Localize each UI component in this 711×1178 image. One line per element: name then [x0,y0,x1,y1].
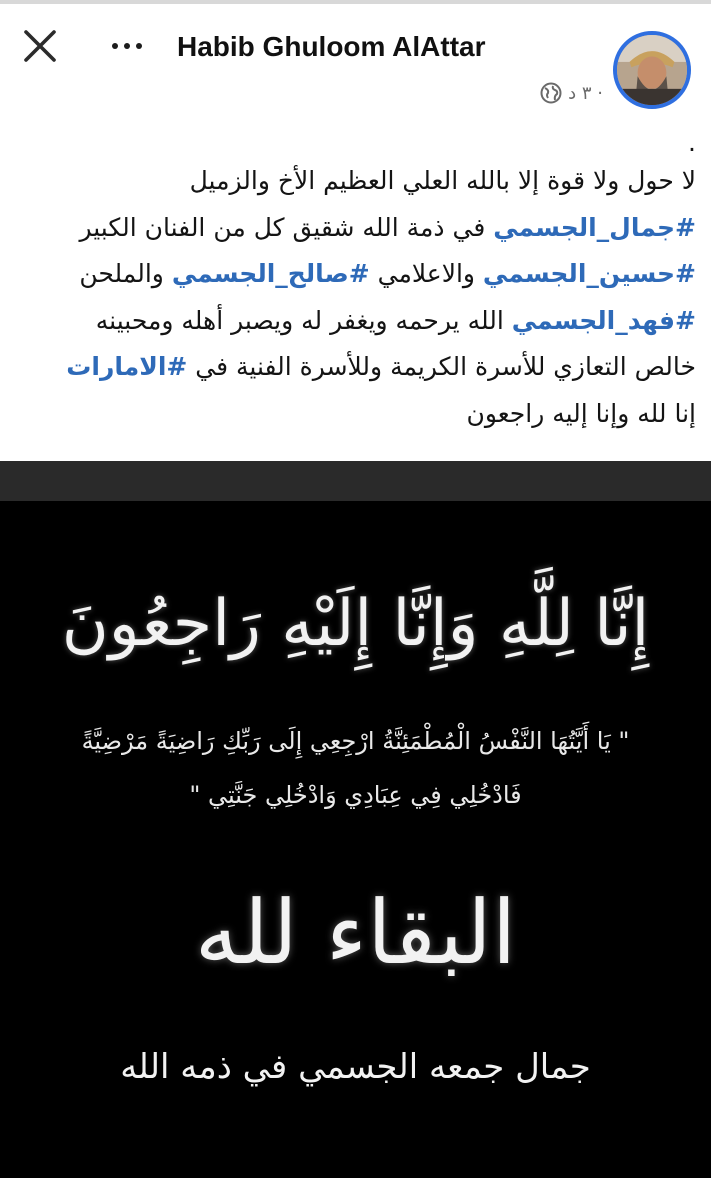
post-text-line [20,298,696,345]
globe-icon [540,82,562,104]
image-main-text: إِنَّا لِلَّهِ وَإِنَّا إِلَيْهِ رَاجِعُونَ [61,587,650,661]
profile-avatar[interactable] [613,31,691,109]
post-text-line [20,391,696,438]
author-name[interactable]: Habib Ghuloom AlAttar [177,31,486,62]
post-body [20,128,696,437]
image-verse-line-1: " يَا أَيَّتُهَا النَّفْسُ الْمُطْمَئِنَّةُ ارْجِعِي إِلَى رَبِّكِ رَاضِيَةً مَرْضِيَّةً [81,727,630,755]
hashtag-link[interactable]: #الامارات [66,352,188,381]
image-top-strip [0,461,711,501]
post-meta [540,82,603,104]
more-dot [124,43,130,49]
more-dot [136,43,142,49]
post-text-line [20,251,696,298]
image-verse-line-2: فَادْخُلِي فِي عِبَادِي وَادْخُلِي جَنَّتِي " [189,781,522,809]
post-text-segment: . [688,128,696,157]
hashtag-link[interactable]: #حسين_الجسمي [482,259,696,288]
post-text-line [20,158,696,205]
close-button[interactable] [20,26,60,66]
avatar-image [617,35,687,105]
image-baqa-text: البقاء لله [194,881,517,984]
post-text-segment: الله يرحمه ويغفر له ويصبر أهله ومحبينه [95,305,512,335]
post-text-line [20,205,696,252]
close-icon [20,26,60,66]
post-timestamp[interactable]: ٣ د · [568,82,603,104]
more-options-button[interactable] [112,34,154,58]
post-text-segment: والملحن [79,259,172,288]
hashtag-link[interactable]: #فهد_الجسمي [511,305,696,335]
hashtag-link[interactable]: #جمال_الجسمي [493,212,696,242]
condolence-image[interactable] [0,501,711,1178]
post-text-segment: في ذمة الله شقيق كل من الفنان الكبير [79,212,494,242]
post-text-segment: والاعلامي [369,259,483,288]
post-image-container[interactable] [0,461,711,1178]
more-horizontal-icon [112,43,118,49]
post-text-line [20,128,696,158]
post-text-segment: لا حول ولا قوة إلا بالله العلي العظيم الأخ والزميل [189,166,696,195]
post-text-line [20,344,696,391]
post-text-segment: خالص التعازي للأسرة الكريمة وللأسرة الفنية في [187,352,696,381]
image-name-text: جمال جمعه الجسمي في ذمه الله [120,1047,591,1087]
hashtag-link[interactable]: #صالح_الجسمي [171,259,370,288]
post-header [0,4,711,114]
post-text-segment: إنا لله وإنا إليه راجعون [466,398,696,428]
